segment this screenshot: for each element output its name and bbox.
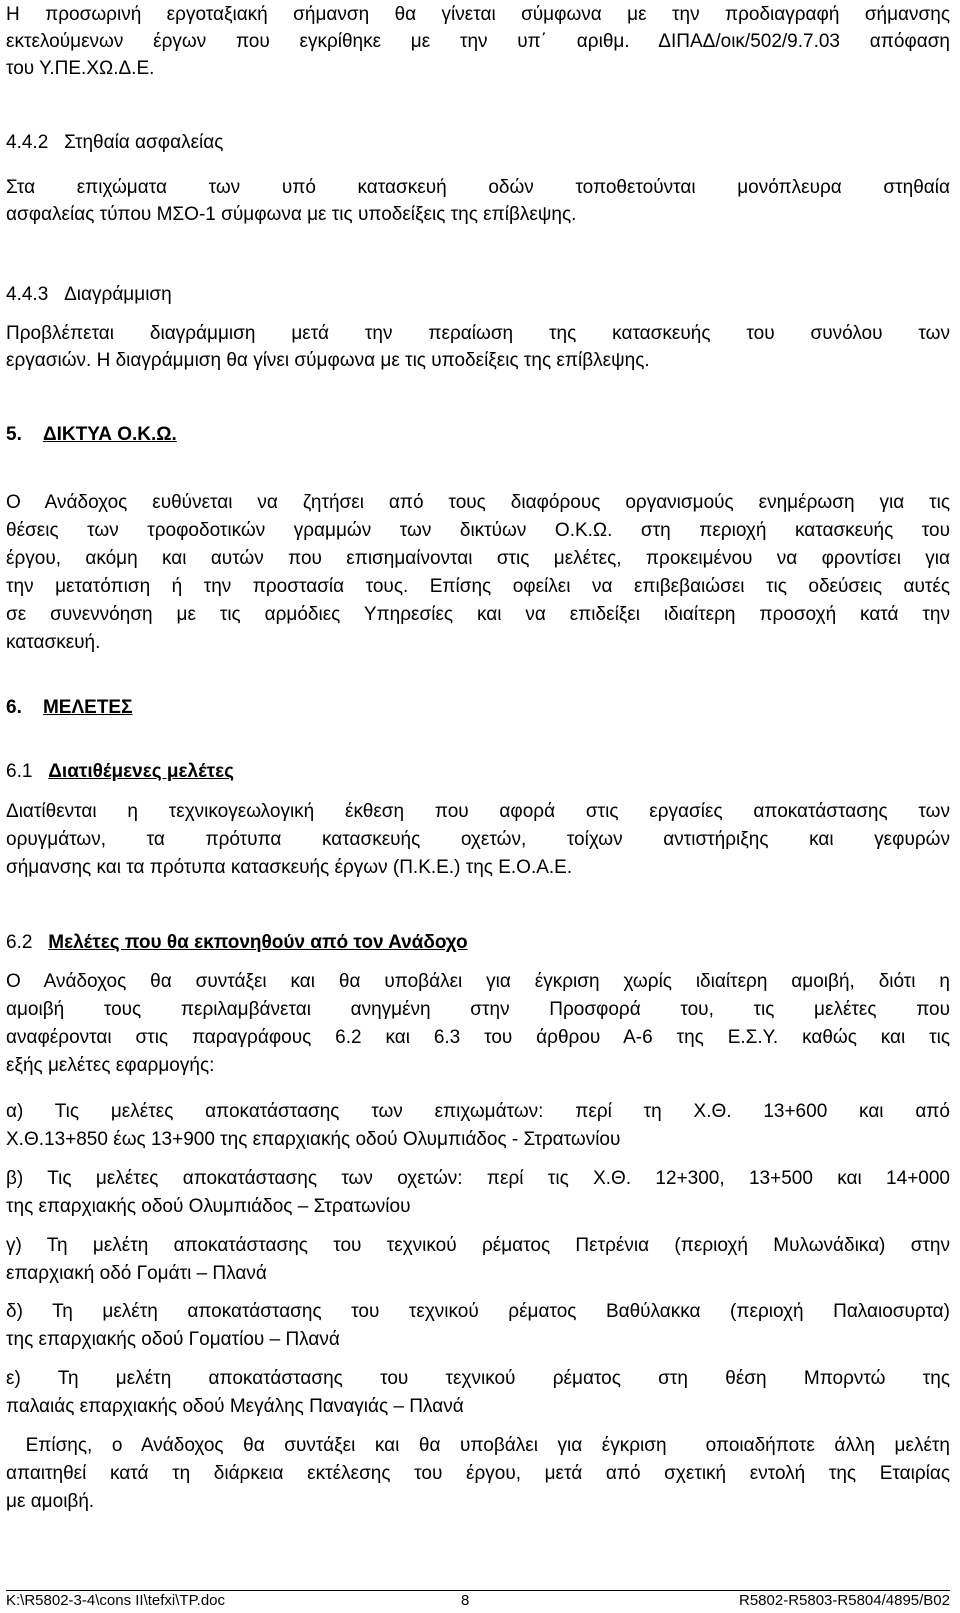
item-c-line-2: επαρχιακή οδό Γομάτι – Πλανά <box>6 1263 267 1284</box>
footer-file-path: K:\R5802-3-4\cons II\tefxi\TP.doc <box>6 1592 226 1609</box>
s61-line-3: σήμανσης και τα πρότυπα κατασκευής έργων (Π.Κ.Ε.) της Ε.Ο.Α.Ε. <box>6 857 573 878</box>
item-a-line-1: α) Τις μελέτες αποκατάστασης των επιχωμάτων: περί τη Χ.Θ. 13+600 και από <box>6 1101 950 1122</box>
closing-line-3: με αμοιβή. <box>6 1491 95 1512</box>
section-heading-5 <box>6 421 950 448</box>
section-title: Μελέτες που θα εκπονηθούν από τον Ανάδοχο <box>48 932 468 953</box>
section-number: 5. <box>6 424 22 445</box>
section-number: 6. <box>6 697 22 718</box>
intro-line-3: του Υ.ΠΕ.ΧΩ.Δ.Ε. <box>6 58 155 79</box>
section-number: 4.4.3 <box>6 284 49 305</box>
section-title: Διατιθέμενες μελέτες <box>48 761 235 782</box>
item-d-line-1: δ) Τη μελέτη αποκατάστασης του τεχνικού ρέματος Βαθύλακκα (περιοχή Παλαιοσυρτα) <box>6 1301 950 1322</box>
section-title: ΜΕΛΕΤΕΣ <box>42 697 133 718</box>
item-b-line-1: β) Τις μελέτες αποκατάστασης των οχετών: περί τις Χ.Θ. 12+300, 13+500 και 14+000 <box>6 1168 950 1189</box>
intro-line-1: Η προσωρινή εργοταξιακή σήμανση θα γίνεται σύμφωνα με την προδιαγραφή σήμανσης <box>6 4 950 25</box>
section-heading-6-2 <box>6 929 950 956</box>
s443-line-2: εργασιών. Η διαγράμμιση θα γίνει σύμφωνα με τις υποδείξεις της επίβλεψης. <box>6 350 650 371</box>
intro-line-2: εκτελούμενων έργων που εγκρίθηκε με την υπ΄ αριθμ. ΔΙΠΑΔ/οικ/502/9.7.03 απόφαση <box>6 31 950 52</box>
s5-line-3: έργου, ακόμη και αυτών που επισημαίνονται στις μελέτες, προκειμένου να φροντίσει για <box>6 548 950 569</box>
s5-line-2: θέσεις των τροφοδοτικών γραμμών των δικτύων Ο.Κ.Ω. στη περιοχή κατασκευής του <box>6 520 950 541</box>
footer-page-number: 8 <box>461 1592 470 1609</box>
footer-document-code: R5802-R5803-R5804/4895/B02 <box>739 1592 950 1609</box>
item-b-line-2: της επαρχιακής οδού Ολυμπιάδος – Στρατωνίου <box>6 1196 411 1217</box>
s61-line-2: ορυγμάτων, τα πρότυπα κατασκευής οχετών, τοίχων αντιστήριξης και γεφυρών <box>6 829 950 850</box>
s442-line-2: ασφαλείας τύπου ΜΣΟ-1 σύμφωνα με τις υποδείξεις της επίβλεψης. <box>6 204 577 225</box>
s62-line-4: εξής μελέτες εφαρμογής: <box>6 1055 215 1076</box>
section-heading-4-4-2 <box>6 129 950 156</box>
section-heading-6 <box>6 694 950 721</box>
s442-line-1: Στα επιχώματα των υπό κατασκευή οδών τοποθετούνται μονόπλευρα στηθαία <box>6 177 950 198</box>
s61-line-1: Διατίθενται η τεχνικογεωλογική έκθεση που αφορά στις εργασίες αποκατάστασης των <box>6 801 950 822</box>
s5-line-6: κατασκευή. <box>6 632 101 653</box>
section-title: Στηθαία ασφαλείας <box>64 132 224 153</box>
s5-line-1: Ο Ανάδοχος ευθύνεται να ζητήσει από τους διαφόρους οργανισμούς ενημέρωση για τις <box>6 492 950 513</box>
closing-line-2: απαιτηθεί κατά τη διάρκεια εκτέλεσης του έργου, μετά από σχετική εντολή της Εταιρίας <box>6 1463 950 1484</box>
section-title: ΔΙΚΤΥΑ Ο.Κ.Ω. <box>42 424 177 445</box>
s62-line-3: αναφέρονται στις παραγράφους 6.2 και 6.3 του άρθρου Α-6 της Ε.Σ.Υ. καθώς και τις <box>6 1027 950 1048</box>
item-e-line-1: ε) Τη μελέτη αποκατάστασης του τεχνικού ρέματος στη θέση Μπορντώ της <box>6 1368 950 1389</box>
s5-line-5: σε συνεννόηση με τις αρμόδιες Υπηρεσίες και να επιδείξει ιδιαίτερη προσοχή κατά την <box>6 604 950 625</box>
page-footer <box>6 1590 950 1609</box>
s62-line-2: αμοιβή τους περιλαμβάνεται ανηγμένη στην Προσφορά του, τις μελέτες που <box>6 999 950 1020</box>
closing-line-1: Επίσης, ο Ανάδοχος θα συντάξει και θα υποβάλει για έγκριση οποιαδήποτε άλλη μελέτη <box>6 1435 950 1456</box>
section-number: 4.4.2 <box>6 132 49 153</box>
section-heading-6-1 <box>6 758 950 785</box>
s443-line-1: Προβλέπεται διαγράμμιση μετά την περαίωση της κατασκευής του συνόλου των <box>6 323 950 344</box>
item-c-line-1: γ) Τη μελέτη αποκατάστασης του τεχνικού ρέματος Πετρένια (περιοχή Μυλωνάδικα) στην <box>6 1235 950 1256</box>
section-number: 6.1 <box>6 761 33 782</box>
item-a-line-2: Χ.Θ.13+850 έως 13+900 της επαρχιακής οδού Ολυμπιάδος - Στρατωνίου <box>6 1129 621 1150</box>
item-d-line-2: της επαρχιακής οδού Γοματίου – Πλανά <box>6 1329 340 1350</box>
s5-line-4: την μετατόπιση ή την προστασία τους. Επίσης οφείλει να επιβεβαιώσει τις οδεύσεις αυτές <box>6 576 950 597</box>
item-e-line-2: παλαιάς επαρχιακής οδού Μεγάλης Παναγιάς – Πλανά <box>6 1396 464 1417</box>
section-number: 6.2 <box>6 932 33 953</box>
s62-line-1: Ο Ανάδοχος θα συντάξει και θα υποβάλει για έγκριση χωρίς ιδιαίτερη αμοιβή, διότι η <box>6 971 950 992</box>
section-heading-4-4-3 <box>6 281 950 308</box>
section-title: Διαγράμμιση <box>64 284 172 305</box>
